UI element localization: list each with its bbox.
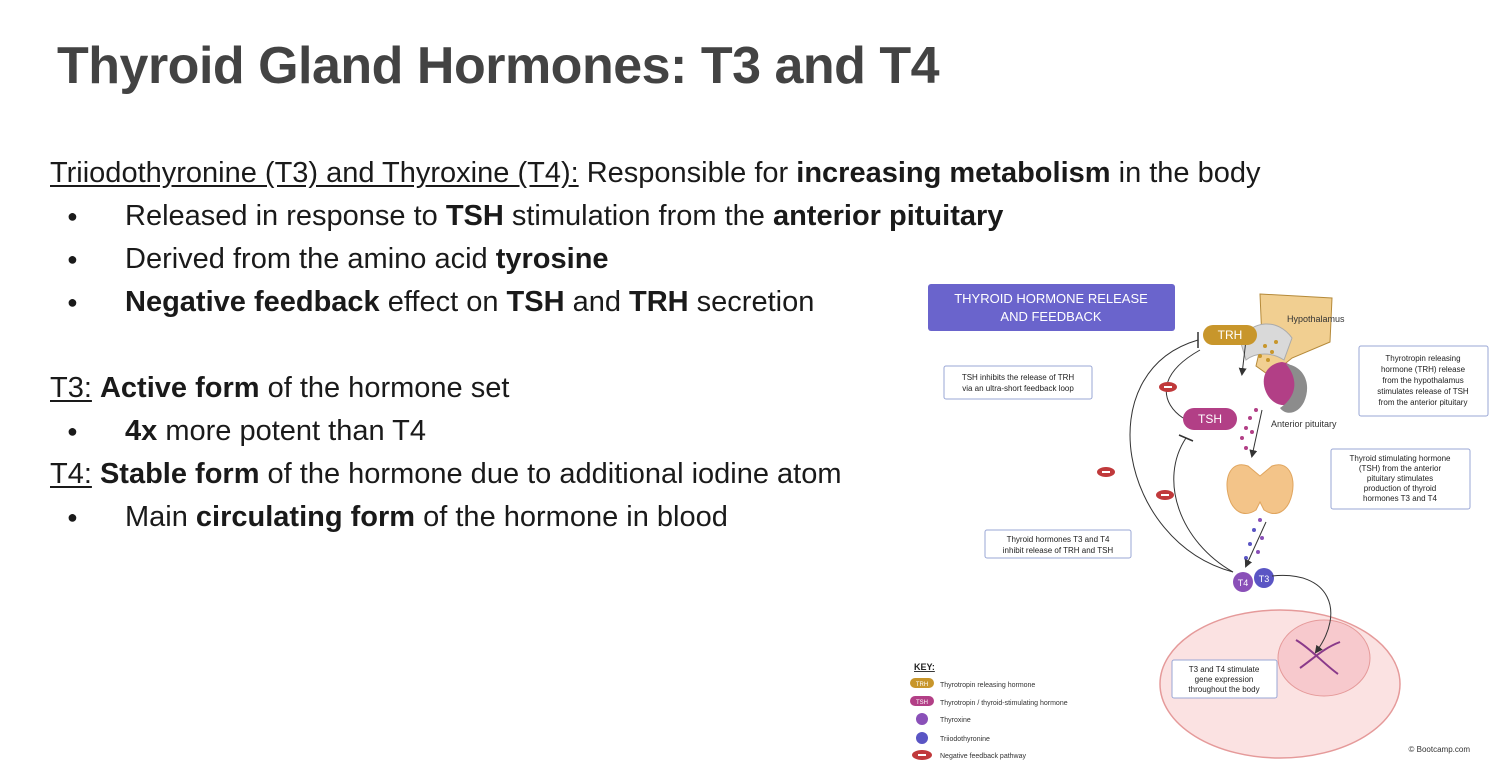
negative-feedback-marker <box>1159 382 1177 392</box>
thyroid-gland-illustration <box>1227 465 1293 514</box>
bullet-bold: TRH <box>629 286 689 318</box>
bullet-bold: Negative feedback <box>125 286 380 318</box>
tsh-pill <box>1183 408 1237 430</box>
diagram-title-line1: THYROID HORMONE RELEASE <box>954 291 1148 306</box>
intro-bold: increasing metabolism <box>796 157 1111 189</box>
t3-term: T3: <box>50 372 92 404</box>
diagram-title-box <box>928 284 1175 331</box>
bullet-text: Released in response to <box>125 200 446 232</box>
note-thyroid-inhibit <box>985 530 1131 558</box>
note-text: Thyroid hormones T3 and T4 <box>1006 535 1110 544</box>
t3t4-trh-feedback-line <box>1130 340 1233 572</box>
bullet-text: Derived from the amino acid <box>125 243 496 275</box>
bullet-tsh <box>50 195 1004 238</box>
intro-term: Triiodothyronine (T3) and Thyroxine (T4): <box>50 157 579 189</box>
note-text: hormones T3 and T4 <box>1363 494 1437 503</box>
t4-label: T4 <box>1237 578 1249 588</box>
hypothalamus-label: Hypothalamus <box>1287 314 1345 324</box>
bullet-text: and <box>564 286 630 318</box>
intro-text-end: in the body <box>1110 157 1261 189</box>
pituitary-illustration <box>1264 362 1337 429</box>
t3t4-tsh-feedback-line <box>1174 438 1233 572</box>
bullet-text: stimulation from the <box>503 200 773 232</box>
bullet-bold: tyrosine <box>495 243 609 275</box>
thyroid-feedback-diagram <box>900 280 1492 761</box>
bullet-text: secretion <box>688 286 815 318</box>
t3-bold: Active form <box>99 372 260 404</box>
anterior-pituitary-label: Anterior pituitary <box>1271 419 1337 429</box>
key-trh-swatch-label: TRH <box>915 682 929 688</box>
trh-label: TRH <box>1217 328 1243 342</box>
note-text: via an ultra-short feedback loop <box>962 384 1074 393</box>
note-text: T3 and T4 stimulate <box>1188 665 1260 674</box>
note-text: hormone (TRH) release <box>1380 365 1466 374</box>
t3-text: of the hormone set <box>259 372 510 404</box>
key-item-t4: Thyroxine <box>940 717 971 724</box>
diagram-key <box>910 662 1068 760</box>
t4-line <box>50 453 950 496</box>
note-text: Thyrotropin releasing <box>1385 354 1461 363</box>
note-text: from the hypothalamus <box>1382 376 1464 385</box>
spacer <box>50 324 950 367</box>
note-text: gene expression <box>1194 675 1254 684</box>
t3-circle <box>1254 568 1274 588</box>
note-text: from the anterior pituitary <box>1378 398 1468 407</box>
t4-text: of the hormone due to additional iodine atom <box>259 458 842 490</box>
note-gene-expression <box>1172 660 1277 698</box>
intro-line <box>50 152 1261 195</box>
t3-label: T3 <box>1258 574 1270 584</box>
note-trh-release <box>1359 346 1488 416</box>
bullet-feedback <box>50 281 950 324</box>
bullet-bold: TSH <box>445 200 504 232</box>
note-tsh-stimulates <box>1331 449 1470 509</box>
bullet-bold: 4x <box>125 415 158 447</box>
bullet-text: effect on <box>379 286 507 318</box>
t3-line <box>50 367 950 410</box>
diagram-title-line2: AND FEEDBACK <box>1000 309 1102 324</box>
tsh-label: TSH <box>1198 412 1222 426</box>
bullet-bold: TSH <box>506 286 565 318</box>
credit-text: © Bootcamp.com <box>1408 745 1470 754</box>
t4-circle <box>1233 572 1253 592</box>
key-item-negative: Negative feedback pathway <box>940 753 1026 760</box>
note-text: throughout the body <box>1188 685 1260 694</box>
note-text: TSH inhibits the release of TRH <box>961 373 1075 382</box>
bullet-tyrosine <box>50 238 950 281</box>
thyroid-hormone-dots <box>1244 518 1264 560</box>
note-text: stimulates release of TSH <box>1377 387 1469 396</box>
note-tsh-inhibits <box>944 366 1092 399</box>
note-text: (TSH) from the anterior <box>1358 464 1442 473</box>
bullet-bold: circulating form <box>195 501 416 533</box>
negative-feedback-marker <box>1156 490 1174 500</box>
t4-term: T4: <box>50 458 92 490</box>
tsh-inhibit-bar <box>1179 435 1193 441</box>
bullet-t4-circulating <box>50 496 950 539</box>
key-item-t3: Triiodothyronine <box>940 736 990 743</box>
note-text: inhibit release of TRH and TSH <box>1002 546 1114 555</box>
key-item-tsh: Thyrotropin / thyroid-stimulating hormone <box>940 700 1068 707</box>
bullet-text: more potent than T4 <box>157 415 426 447</box>
bullet-t3-potent <box>50 410 950 453</box>
bullet-text: of the hormone in blood <box>415 501 728 533</box>
note-text: production of thyroid <box>1363 484 1437 493</box>
key-item-trh: Thyrotropin releasing hormone <box>940 682 1036 689</box>
t4-bold: Stable form <box>99 458 260 490</box>
bullet-bold: anterior pituitary <box>772 200 1004 232</box>
trh-pill <box>1203 325 1257 345</box>
negative-feedback-marker <box>1097 467 1115 477</box>
key-tsh-swatch-label: TSH <box>916 700 928 706</box>
note-text: Thyroid stimulating hormone <box>1349 454 1451 463</box>
intro-text: Responsible for <box>578 157 797 189</box>
tsh-dots <box>1240 408 1258 450</box>
key-title: KEY: <box>914 662 935 672</box>
slide-title: Thyroid Gland Hormones: T3 and T4 <box>57 37 940 95</box>
note-text: pituitary stimulates <box>1366 474 1434 483</box>
bullet-text: Main <box>125 501 196 533</box>
